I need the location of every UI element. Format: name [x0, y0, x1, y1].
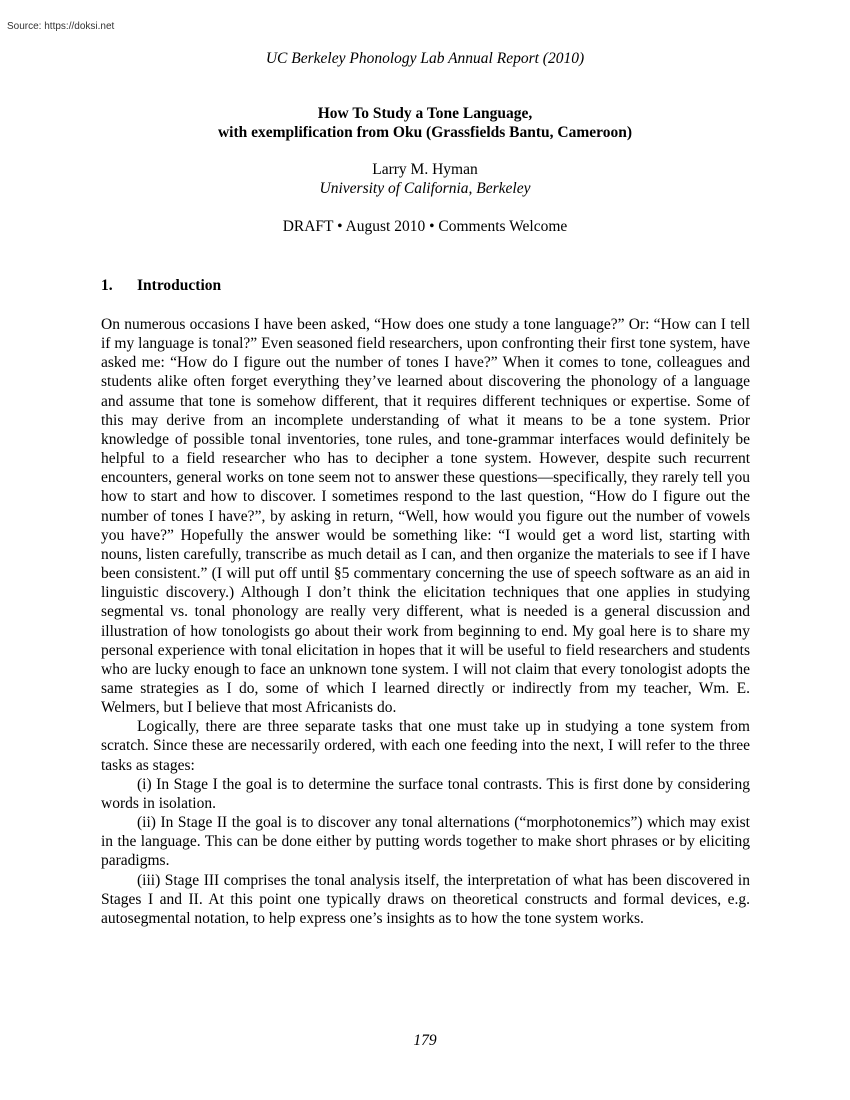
author-affiliation: University of California, Berkeley	[319, 180, 531, 197]
paragraph: Logically, there are three separate tasks that one must take up in studying a tone system from scratch. Since these are necessarily ordered, with each one feeding into the next, I will refer to the three tasks as stages:	[101, 718, 750, 774]
paragraph: On numerous occasions I have been asked, “How does one study a tone language?” Or: “How can I tell if my language is tonal?” Even seasoned field researchers, upon confronting their first tone system, have asked me: “How do I figure out the number of tones I have?” When it comes to tone, colleagues and students alike often forget everything they’ve learned about discovering the phonology of a language and assume that tone is somehow different, that it requires different techniques or expertise. Some of this may derive from an incomplete understanding of what it means to be a tone system. Prior knowledge of possible tonal inventories, tone rules, and tone-grammar interfaces would definitely be helpful to a field researcher who has to decipher a tone system. However, despite such recurrent encounters, general works on tone seem not to answer these questions—specifically, they rarely tell you how to start and how to discover. I sometimes respond to the last question, “How do I figure out the number of tones I have?”, by asking in return, “Well, how would you figure out the number of vowels you have?” Hopefully the answer would be something like: “I would get a word list, starting with nouns, listen carefully, transcribe as much detail as I can, and then organize the materials to see if I have been consistent.” (I will put off until §5 commentary concerning the use of speech software as an aid in linguistic discovery.) Although I don’t think the elicitation techniques that one applies in studying segmental vs. tonal phonology are really very different, what is needed is a general discussion and illustration of how tonologists go about their work from beginning to end. My goal here is to share my personal experience with tonal elicitation in hopes that it will be useful to field researchers and students who are lucky enough to face an unknown tone system. I will not claim that every tonologist adopts the same strategies as I do, some of which I learned directly or indirectly from my teacher, Wm. E. Welmers, but I believe that most Africanists do.	[101, 316, 750, 717]
section-number: 1.	[101, 277, 113, 294]
section-heading	[101, 277, 221, 295]
body-text	[101, 315, 750, 928]
list-item-stage-2: (ii) In Stage II the goal is to discover any tonal alternations (“morphotonemics”) which may exist in the language. This can be done either by putting words together to make short phrases or by eliciting paradigms.	[101, 814, 750, 870]
draft-notice: DRAFT • August 2010 • Comments Welcome	[282, 218, 568, 235]
author-name: Larry M. Hyman	[372, 161, 478, 178]
list-item-stage-3: (iii) Stage III comprises the tonal analysis itself, the interpretation of what has been discovered in Stages I and II. At this point one typically draws on theoretical constructs and formal devices, e.g. autosegmental notation, to help express one’s insights as to how the tone system works.	[101, 871, 750, 927]
title-line-1: How To Study a Tone Language,	[317, 105, 533, 122]
page-number: 179	[413, 1032, 437, 1049]
title-line-2: with exemplification from Oku (Grassfields Bantu, Cameroon)	[217, 124, 633, 141]
section-title: Introduction	[137, 277, 222, 294]
source-label: Source: https://doksi.net	[7, 21, 115, 32]
paper-title	[0, 104, 850, 142]
list-item-stage-1: (i) In Stage I the goal is to determine the surface tonal contrasts. This is first done by considering words in isolation.	[101, 775, 750, 812]
running-header: UC Berkeley Phonology Lab Annual Report (2010)	[265, 50, 585, 67]
